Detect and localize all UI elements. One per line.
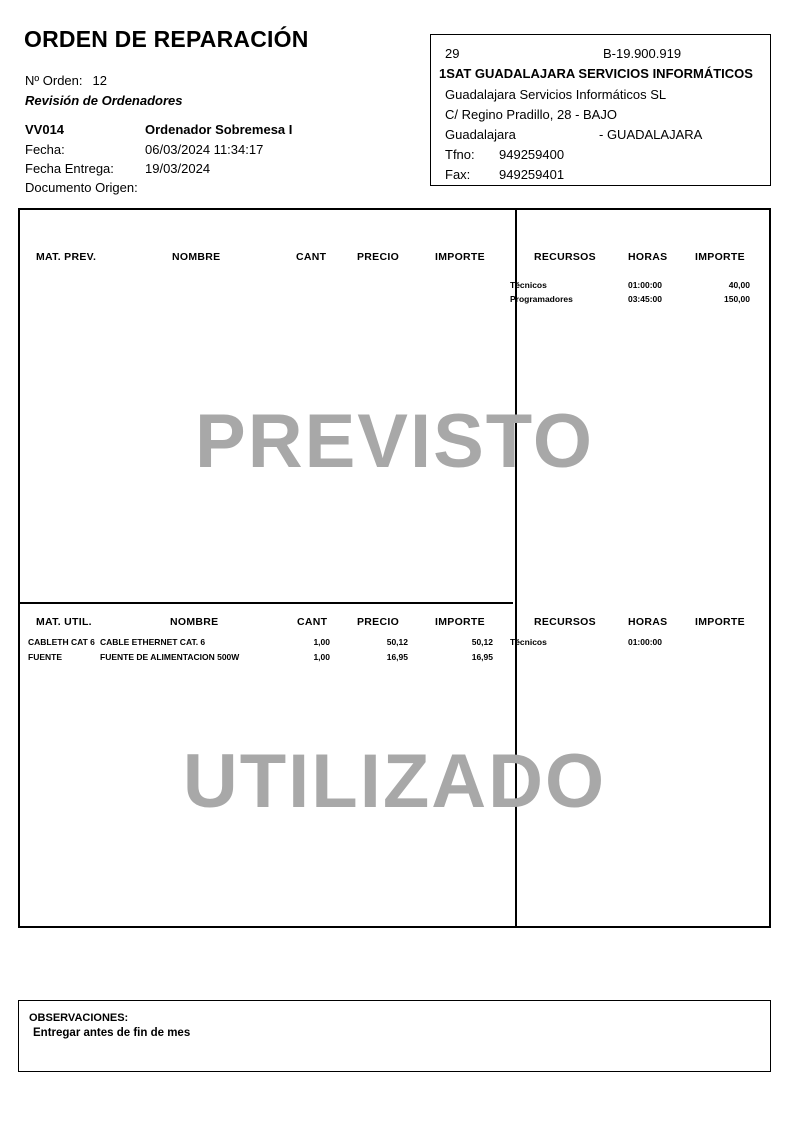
previsto-resource-row-0-hours: 01:00:00 xyxy=(627,280,662,290)
previsto-materials-header-code: MAT. PREV. xyxy=(36,251,97,263)
utilizado-resources-header-resource: RECURSOS xyxy=(534,616,596,628)
order-number-label: Nº Orden: xyxy=(25,73,83,88)
previsto-resource-row-0-amount: 40,00 xyxy=(728,280,750,290)
observations-box xyxy=(18,1000,771,1072)
previsto-materials-header-name: NOMBRE xyxy=(172,251,221,263)
utilizado-materials-header-qty: CANT xyxy=(297,616,328,628)
field-fecha-entrega-value: 19/03/2024 xyxy=(145,161,211,176)
utilizado-material-row-0-name: CABLE ETHERNET CAT. 6 xyxy=(100,637,206,647)
utilizado-materials-header-name: NOMBRE xyxy=(170,616,219,628)
watermark-previsto: PREVISTO xyxy=(195,399,594,484)
order-number-line xyxy=(25,73,107,88)
utilizado-resource-row-0-name: Técnicos xyxy=(510,637,547,647)
previsto-resources-header-amount: IMPORTE xyxy=(695,251,745,263)
vertical-divider xyxy=(515,210,517,926)
company-province: - GUADALAJARA xyxy=(599,127,703,142)
watermark-utilizado: UTILIZADO xyxy=(182,739,607,824)
utilizado-material-row-1-qty: 1,00 xyxy=(313,652,330,662)
previsto-materials-header-qty: CANT xyxy=(296,251,327,263)
utilizado-material-row-1-code: FUENTE xyxy=(28,652,62,662)
company-address-line1: Guadalajara Servicios Informáticos SL xyxy=(445,87,667,102)
main-content-box xyxy=(18,208,771,928)
company-phone-label: Tfno: xyxy=(445,147,475,162)
utilizado-materials-header-amount: IMPORTE xyxy=(435,616,485,628)
utilizado-resource-row-0-hours: 01:00:00 xyxy=(627,637,662,647)
company-city: Guadalajara xyxy=(445,127,516,142)
utilizado-material-row-0-code: CABLETH CAT 6 xyxy=(28,637,95,647)
company-info-box xyxy=(430,34,771,186)
company-name: 1SAT GUADALAJARA SERVICIOS INFORMÁTICOS xyxy=(439,66,753,81)
page-title: ORDEN DE REPARACIÓN xyxy=(24,26,309,52)
previsto-resource-row-1-name: Programadores xyxy=(510,294,573,304)
field-fecha-label: Fecha: xyxy=(25,142,65,157)
field-fecha-entrega xyxy=(25,159,263,178)
company-cif: B-19.900.919 xyxy=(603,46,682,61)
horizontal-divider xyxy=(20,602,513,604)
reference-name: Ordenador Sobremesa I xyxy=(145,122,293,137)
previsto-resources-header-resource: RECURSOS xyxy=(534,251,596,263)
previsto-materials-header-amount: IMPORTE xyxy=(435,251,485,263)
field-documento-origen xyxy=(25,178,263,197)
previsto-resource-row-0-name: Técnicos xyxy=(510,280,547,290)
field-fecha-entrega-label: Fecha Entrega: xyxy=(25,161,114,176)
company-fax-value: 949259401 xyxy=(499,167,565,182)
previsto-resource-row-1-amount: 150,00 xyxy=(724,294,750,304)
field-fecha-value: 06/03/2024 11:34:17 xyxy=(145,142,264,157)
previsto-resources-header-hours: HORAS xyxy=(628,251,668,263)
utilizado-material-row-1-amount: 16,95 xyxy=(471,652,493,662)
utilizado-resources-header-hours: HORAS xyxy=(628,616,668,628)
order-fields xyxy=(25,140,263,197)
field-documento-origen-label: Documento Origen: xyxy=(25,180,138,195)
utilizado-materials-header-price: PRECIO xyxy=(357,616,400,628)
utilizado-material-row-0-qty: 1,00 xyxy=(313,637,330,647)
field-fecha xyxy=(25,140,263,159)
order-subtitle: Revisión de Ordenadores xyxy=(25,93,183,108)
utilizado-material-row-0-amount: 50,12 xyxy=(471,637,493,647)
company-fax-label: Fax: xyxy=(445,167,471,182)
company-phone-value: 949259400 xyxy=(499,147,565,162)
observations-text: Entregar antes de fin de mes xyxy=(33,1027,191,1039)
utilizado-material-row-0-price: 50,12 xyxy=(386,637,408,647)
order-number-value: 12 xyxy=(92,73,107,88)
previsto-materials-header-price: PRECIO xyxy=(357,251,400,263)
reference-code: VV014 xyxy=(25,122,65,137)
utilizado-material-row-1-price: 16,95 xyxy=(386,652,408,662)
company-address-line2: C/ Regino Pradillo, 28 - BAJO xyxy=(445,107,617,122)
utilizado-material-row-1-name: FUENTE DE ALIMENTACION 500W xyxy=(100,652,240,662)
observations-title: OBSERVACIONES: xyxy=(29,1012,129,1024)
company-number: 29 xyxy=(445,46,460,61)
utilizado-resources-header-amount: IMPORTE xyxy=(695,616,745,628)
previsto-resource-row-1-hours: 03:45:00 xyxy=(627,294,662,304)
utilizado-materials-header-code: MAT. UTIL. xyxy=(36,616,92,628)
